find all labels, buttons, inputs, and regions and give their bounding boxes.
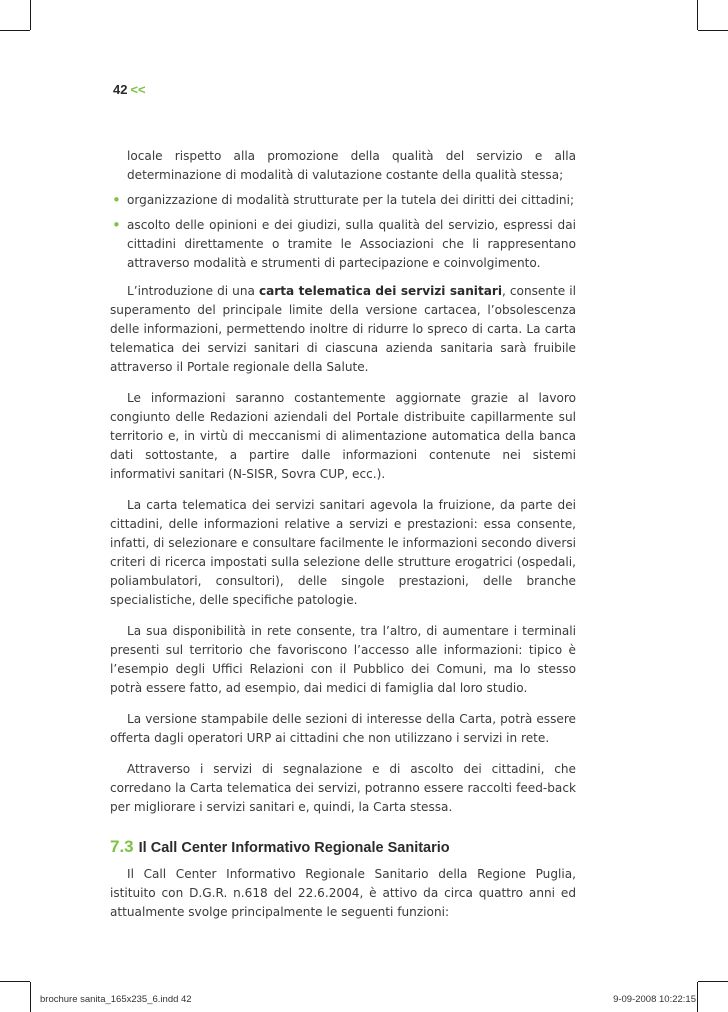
paragraph-text: L’introduzione di una xyxy=(127,284,259,298)
crop-mark xyxy=(0,30,30,31)
section-title: Il Call Center Informativo Regionale Sanitario xyxy=(138,840,450,856)
crop-mark xyxy=(697,982,698,1012)
list-item xyxy=(110,216,576,273)
paragraph: Il Call Center Informativo Regionale Sanitario della Regione Puglia, istituito con D.G.R. n.618 del 22.6.2004, è attivo da circa quattro anni ed attualmente svolge principalmente le seguenti funzioni: xyxy=(110,867,576,919)
page-header xyxy=(113,82,146,97)
crop-mark xyxy=(0,981,30,982)
bold-term: carta telematica dei servizi sanitari xyxy=(258,284,502,298)
page-number: 42 xyxy=(113,82,128,97)
paragraph: La sua disponibilità in rete consente, tra l’altro, di aumentare i terminali presenti sul territorio che favoriscono l’accesso alle informazioni: tipico è l’esempio degli Uffici Relazioni con il Pubblico dei Comuni, ma lo stesso potrà essere fatto, ad esempio, dai medici di famiglia dal loro studio. xyxy=(110,624,576,695)
slug-file: brochure sanita_165x235_6.indd 42 xyxy=(40,994,192,1005)
bullet-icon: • xyxy=(112,191,121,209)
paragraph: La versione stampabile delle sezioni di interesse della Carta, potrà essere offerta dagli operatori URP ai cittadini che non utilizzano i servizi in rete. xyxy=(110,712,576,745)
crop-mark xyxy=(30,982,31,1012)
paragraph: La carta telematica dei servizi sanitari agevola la fruizione, da parte dei cittadini, delle informazioni relative a servizi e prestazioni: essa consente, infatti, di selezionare e consultare facilmente le informazioni secondo diversi criteri di ricerca impostati sulla selezione delle strutture erogatrici (ospedali, poliambulatori, consultori), delle singole prestazioni, delle branche specialistiche, delle specifiche patologie. xyxy=(110,498,576,607)
paragraph: Attraverso i servizi di segnalazione e di ascolto dei cittadini, che corredano la Carta telematica dei servizi, potranno essere raccolti feed-back per migliorare i servizi sanitari e, quindi, la Carta stessa. xyxy=(110,762,576,814)
list-item xyxy=(110,191,576,210)
paragraph: Le informazioni saranno costantemente aggiornate grazie al lavoro congiunto delle Redazioni aziendali del Portale distribuite capillarmente sul territorio e, in virtù di meccanismi di alimentazione automatica della banca dati sottostante, a partire dalle informazioni contenute nei sistemi informativi sanitari (N-SISR, Sovra CUP, ecc.). xyxy=(110,391,576,481)
section-number: 7.3 xyxy=(110,837,134,856)
continuation-text: locale rispetto alla promozione della qualità del servizio e alla determinazione di modalità di valutazione costante della qualità stessa; xyxy=(127,149,576,182)
crop-mark xyxy=(697,0,698,30)
list-item-text: organizzazione di modalità strutturate per la tutela dei diritti dei cittadini; xyxy=(127,193,575,207)
back-arrows: << xyxy=(130,82,146,97)
crop-mark xyxy=(698,981,728,982)
bullet-icon: • xyxy=(112,216,121,234)
page-content xyxy=(110,147,576,934)
slug-date: 9-09-2008 10:22:15 xyxy=(613,994,696,1005)
section-heading xyxy=(110,837,576,858)
paragraph xyxy=(110,282,576,377)
paragraph-text: , consente il superamento del principale limite della versione cartacea, l’obsolescenza delle informazioni, permettendo inoltre di ridurre lo spreco di carta. La carta telematica dei servizi sanitari di ciascuna azienda sanitaria sarà fruibile attraverso il Portale regionale della Salute. xyxy=(110,284,576,374)
crop-mark xyxy=(698,30,728,31)
list-item-text: ascolto delle opinioni e dei giudizi, sulla qualità del servizio, espressi dai cittadini direttamente o tramite le Associazioni che li rappresentano attraverso modalità e strumenti di partecipazione e coinvolgimento. xyxy=(127,218,576,270)
crop-mark xyxy=(30,0,31,30)
